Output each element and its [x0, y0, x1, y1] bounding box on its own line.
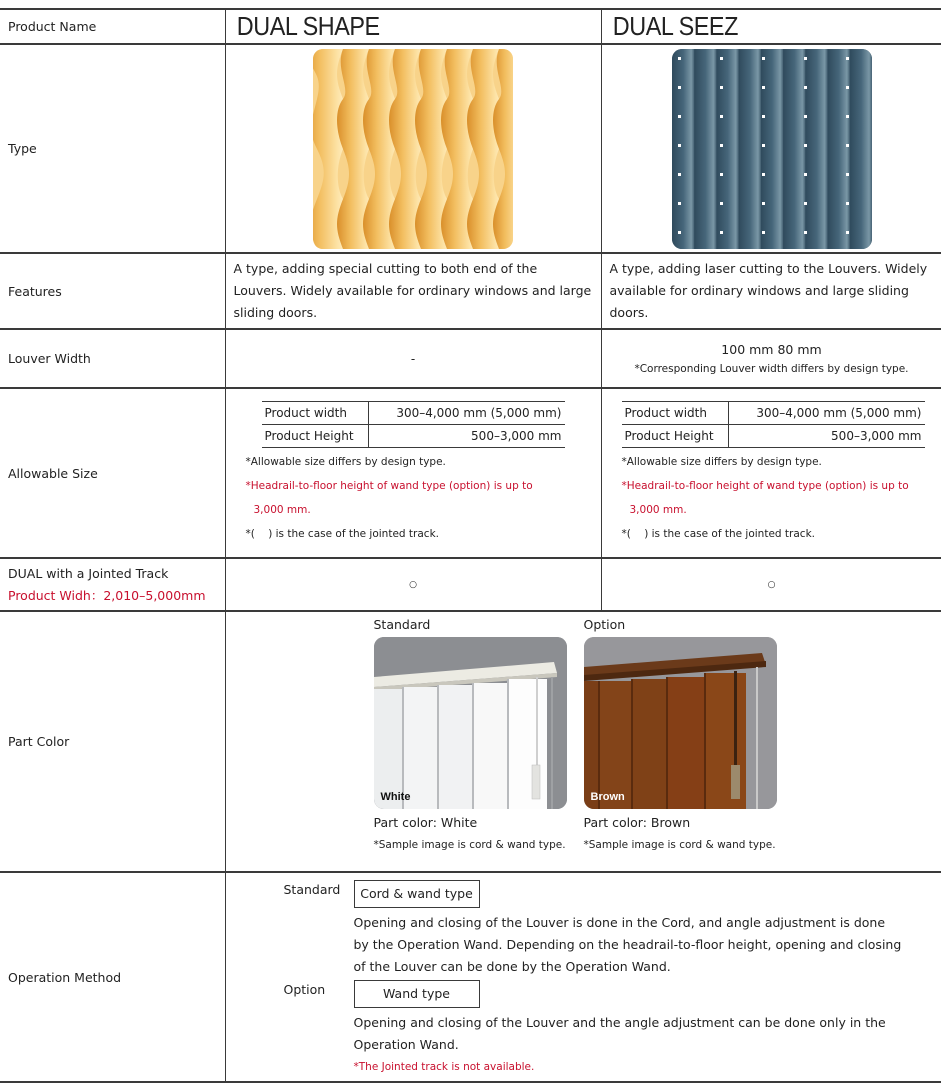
type-dual-seez: [601, 44, 941, 253]
size-row-height: [262, 424, 565, 447]
laser-cut-hole: [678, 202, 681, 205]
laser-cut-hole: [720, 202, 723, 205]
size-table: [262, 401, 565, 448]
label-features: Features: [0, 253, 225, 329]
size-note-2: *Headrail-to-floor height of wand type (option) is up to: [621, 479, 909, 492]
label-operation-method: Operation Method: [0, 872, 225, 1082]
size-value: 500–3,000 mm: [368, 424, 565, 447]
operation-option-desc-line: Opening and closing of the Louver and the angle adjustment can be done only in the: [353, 1015, 886, 1030]
row-louver-width: [0, 329, 941, 388]
jointed-track-width: Product Widh：2,010–5,000mm: [8, 587, 206, 603]
label-part-color: Part Color: [0, 611, 225, 872]
laser-cut-hole: [720, 57, 723, 60]
wavy-louver-image: [313, 49, 513, 249]
title-dual-seez: DUAL SEEZ: [612, 11, 738, 41]
laser-cut-hole: [846, 173, 849, 176]
laser-cut-hole: [846, 144, 849, 147]
cord-wand-type-box: Cord & wand type: [354, 880, 480, 908]
louver-strip: [827, 49, 850, 249]
jointed-track-dual-seez: ○: [601, 558, 941, 611]
laser-cut-hole: [846, 86, 849, 89]
laser-cut-hole: [762, 144, 765, 147]
laser-cut-hole: [762, 173, 765, 176]
louver-strip: [783, 49, 806, 249]
part-color-option: [584, 613, 784, 851]
laser-cut-hole: [846, 115, 849, 118]
laser-cut-hole: [720, 115, 723, 118]
brown-image-label: Brown: [590, 791, 625, 803]
louver-width-values: 100 mm 80 mm: [721, 342, 822, 357]
operation-option-desc: [354, 1012, 914, 1078]
row-part-color: [0, 611, 941, 872]
laser-cut-hole: [804, 231, 807, 234]
wand-type-box: Wand type: [354, 980, 480, 1008]
size-row-width: [622, 401, 925, 424]
brown-blind-image: [584, 637, 777, 809]
jointed-track-title: DUAL with a Jointed Track: [8, 565, 169, 581]
features-dual-shape: [225, 253, 601, 329]
laser-cut-hole: [720, 86, 723, 89]
features-text-dual-shape: A type, adding special cutting to both end of the Louvers. Widely available for ordinary windows and large sliding doors.: [233, 261, 592, 320]
product-name-dual-seez: [601, 9, 941, 44]
row-operation-method: [0, 872, 941, 1082]
laser-cut-hole: [762, 57, 765, 60]
louver-strip: [805, 49, 828, 249]
laser-cut-hole: [804, 202, 807, 205]
laser-cut-hole: [678, 57, 681, 60]
size-note-1: *Allowable size differs by design type.: [621, 455, 822, 468]
laser-cut-hole: [804, 86, 807, 89]
size-value: 300–4,000 mm (5,000 mm): [728, 401, 925, 424]
jointed-track-dual-shape: ○: [225, 558, 601, 611]
size-value: 300–4,000 mm (5,000 mm): [368, 401, 565, 424]
louver-strip: [849, 49, 871, 249]
white-image-label: White: [380, 791, 411, 803]
louver-width-dual-shape: -: [225, 329, 601, 388]
label-allowable-size: Allowable Size: [0, 388, 225, 558]
type-dual-shape: [225, 44, 601, 253]
laser-cut-hole: [762, 202, 765, 205]
laser-cut-hole: [762, 115, 765, 118]
size-key: Product width: [622, 401, 729, 424]
laser-cut-hole: [804, 57, 807, 60]
label-type: Type: [0, 44, 225, 253]
spec-table: [0, 8, 941, 1083]
operation-method-cell: [225, 872, 941, 1082]
laser-cut-hole: [846, 231, 849, 234]
laser-cut-hole: [720, 173, 723, 176]
product-name-dual-shape: [225, 9, 601, 44]
part-color-standard: [374, 613, 574, 851]
label-product-name: Product Name: [0, 9, 225, 44]
size-note-2-cont: 3,000 mm.: [629, 503, 687, 516]
louver-width-dual-seez: [601, 329, 941, 388]
size-note-3: *( ) is the case of the jointed track.: [245, 527, 439, 540]
row-features: [0, 253, 941, 329]
laser-cut-hole: [804, 173, 807, 176]
allowable-size-dual-shape: [225, 388, 601, 558]
operation-standard-desc-line: by the Operation Wand. Depending on the headrail-to-floor height, opening and closing: [353, 937, 902, 952]
title-dual-shape: DUAL SHAPE: [236, 11, 380, 41]
label-louver-width: Louver Width: [0, 329, 225, 388]
size-key: Product Height: [622, 424, 729, 447]
allowable-size-dual-seez: [601, 388, 941, 558]
louver-strip: [672, 49, 695, 249]
features-dual-seez: [601, 253, 941, 329]
laser-cut-hole: [720, 144, 723, 147]
size-row-width: [262, 401, 565, 424]
louver-strip: [694, 49, 717, 249]
size-note-3: *( ) is the case of the jointed track.: [621, 527, 815, 540]
part-color-standard-heading: Standard: [373, 617, 431, 632]
size-note-2: *Headrail-to-floor height of wand type (option) is up to: [245, 479, 533, 492]
part-color-standard-caption: Part color: White: [373, 815, 478, 830]
part-color-cell: [225, 611, 941, 872]
louver-width-note: *Corresponding Louver width differs by design type.: [634, 363, 909, 375]
operation-option-note: *The Jointed track is not available.: [353, 1061, 535, 1073]
operation-standard-label: Standard: [283, 882, 341, 897]
size-row-height: [622, 424, 925, 447]
laser-cut-hole: [762, 231, 765, 234]
laser-cut-hole: [678, 86, 681, 89]
laser-cut-hole: [804, 144, 807, 147]
laser-cut-hole: [804, 115, 807, 118]
row-product-name: [0, 9, 941, 44]
row-jointed-track: [0, 558, 941, 611]
laser-cut-hole: [762, 86, 765, 89]
louver-strip: [738, 49, 761, 249]
size-key: Product width: [262, 401, 369, 424]
part-color-option-heading: Option: [583, 617, 626, 632]
laser-cut-hole: [846, 202, 849, 205]
white-blind-image: [374, 637, 567, 809]
operation-option-desc-line: Operation Wand.: [353, 1037, 459, 1052]
part-color-standard-note: *Sample image is cord & wand type.: [373, 839, 566, 851]
laser-cut-louver-image: [672, 49, 872, 249]
row-allowable-size: [0, 388, 941, 558]
part-color-option-caption: Part color: Brown: [583, 815, 691, 830]
louver-strip: [760, 49, 783, 249]
label-jointed-track: [0, 558, 225, 611]
operation-standard-desc-line: of the Louver can be done by the Operation Wand.: [353, 959, 671, 974]
operation-standard-desc-line: Opening and closing of the Louver is done in the Cord, and angle adjustment is done: [353, 915, 886, 930]
laser-cut-hole: [678, 115, 681, 118]
louver-strip: [716, 49, 739, 249]
operation-standard-desc: [354, 912, 914, 978]
operation-option-label: Option: [283, 982, 326, 997]
size-value: 500–3,000 mm: [728, 424, 925, 447]
size-table: [622, 401, 925, 448]
row-type: [0, 44, 941, 253]
size-key: Product Height: [262, 424, 369, 447]
features-text-dual-seez: A type, adding laser cutting to the Louvers. Widely available for ordinary windows and large sliding doors.: [609, 261, 928, 320]
part-color-option-note: *Sample image is cord & wand type.: [583, 839, 776, 851]
laser-cut-hole: [846, 57, 849, 60]
laser-cut-hole: [720, 231, 723, 234]
laser-cut-hole: [678, 231, 681, 234]
laser-cut-hole: [678, 144, 681, 147]
laser-cut-hole: [678, 173, 681, 176]
size-note-1: *Allowable size differs by design type.: [245, 455, 446, 468]
size-note-2-cont: 3,000 mm.: [253, 503, 311, 516]
